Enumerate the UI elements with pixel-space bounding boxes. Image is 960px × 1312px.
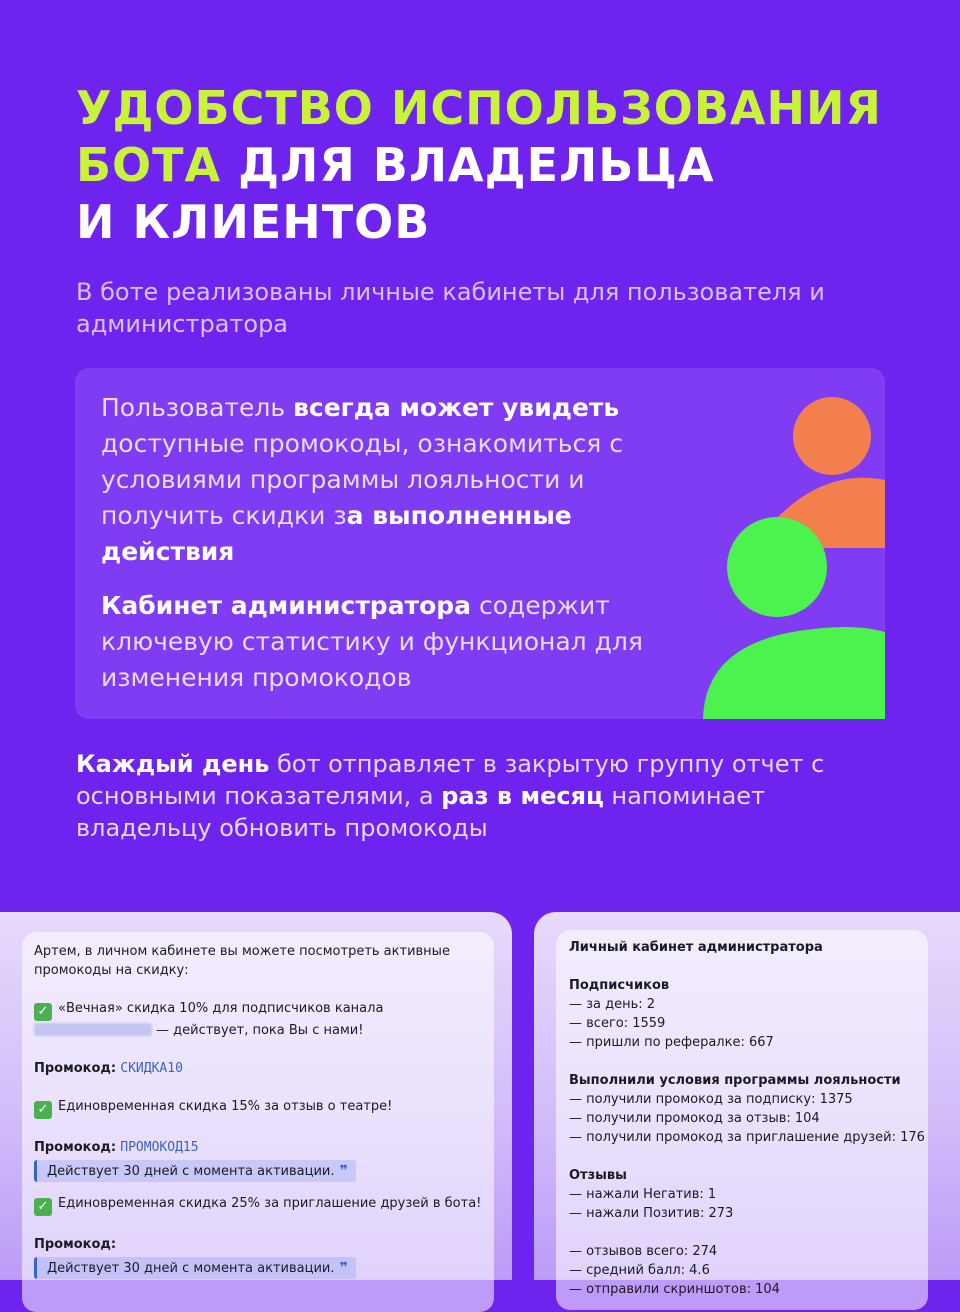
stat-line: — пришли по рефералке: 667: [569, 1035, 774, 1050]
promo-item-continuation: [34, 1021, 482, 1040]
card-paragraph-admin: [101, 588, 681, 696]
check-icon: ✓: [34, 1198, 52, 1216]
quote-text: Действует 30 дней с момента активации.: [47, 1163, 335, 1179]
card-text-span: Пользователь: [101, 393, 294, 422]
card-text-span: содержит ключевую статистику и функционал для изменения промокодов: [101, 591, 643, 692]
card-bold-span: всегда может увидеть: [293, 393, 620, 422]
quote-icon: ❞: [339, 1162, 348, 1179]
info-card: [75, 368, 885, 719]
daily-text: бот отправляет в закрытую группу отчет с основными показателями, а: [76, 750, 825, 810]
stat-line: — отзывов всего: 274: [569, 1244, 718, 1259]
promo-item-text: Единовременная скидка 25% за приглашение друзей в бота!: [58, 1196, 482, 1211]
stat-line: — отправили скриншотов: 104: [569, 1282, 780, 1297]
stat-line: — за день: 2: [569, 997, 656, 1012]
stat-line: — получили промокод за приглашение друзей: 176: [569, 1130, 925, 1145]
check-icon: ✓: [34, 1003, 52, 1021]
card-paragraph-user: [101, 390, 681, 570]
card-text-span: доступные промокоды, ознакомиться с условиями программы лояльности и получить скидки з: [101, 429, 623, 530]
reviews-header: Отзывы: [569, 1168, 627, 1183]
promo-code[interactable]: ПРОМОКОД15: [120, 1140, 199, 1155]
promo-item: [34, 999, 482, 1021]
quote-text: Действует 30 дней с момента активации.: [47, 1260, 335, 1276]
orange-head: [793, 397, 871, 475]
promo-item-text: «Вечная» скидка 10% для подписчиков канала: [58, 1001, 384, 1016]
title-line-2: [76, 137, 896, 194]
card-bold-span: а выполненные действия: [101, 501, 572, 566]
people-illustration: [695, 368, 885, 719]
user-intro-line: промокоды на скидку:: [34, 963, 189, 978]
card-bold-span: Кабинет администратора: [101, 591, 472, 620]
promo-item: [34, 1194, 482, 1216]
subtitle: В боте реализованы личные кабинеты для пользователя и администратора: [76, 278, 825, 338]
title-accent: БОТА: [76, 138, 222, 192]
title-line-3: И КЛИЕНТОВ: [76, 195, 431, 249]
user-intro-line: Артем, в личном кабинете вы можете посмотреть активные: [34, 944, 450, 959]
admin-title: Личный кабинет администратора: [569, 940, 823, 955]
promo-code-row: [34, 1059, 482, 1078]
promo-label: Промокод:: [34, 1061, 117, 1076]
promo-code-row: [34, 1138, 482, 1157]
stat-line: — средний балл: 4.6: [569, 1263, 710, 1278]
stat-line: — нажали Негатив: 1: [569, 1187, 717, 1202]
promo-item-text: Единовременная скидка 15% за отзыв о театре!: [58, 1099, 393, 1114]
promo-quote: [34, 1160, 356, 1182]
stat-line: — получили промокод за отзыв: 104: [569, 1111, 820, 1126]
green-head: [727, 517, 827, 617]
admin-chat-panel: [534, 912, 960, 1297]
title-plain: ДЛЯ ВЛАДЕЛЬЦА: [221, 138, 715, 192]
stat-line: — нажали Позитив: 273: [569, 1206, 734, 1221]
promo-code[interactable]: СКИДКА10: [120, 1061, 183, 1076]
user-message-bubble: [22, 932, 494, 1312]
check-icon: ✓: [34, 1101, 52, 1119]
green-body: [703, 627, 885, 719]
card-text: [101, 390, 681, 714]
hidden-channel-name: [34, 1023, 152, 1036]
subscribers-header: Подписчиков: [569, 978, 670, 993]
promo-item-text: — действует, пока Вы с нами!: [156, 1023, 364, 1038]
promo-label: Промокод:: [34, 1237, 117, 1252]
page-title: [76, 80, 896, 251]
promo-quote: [34, 1257, 356, 1279]
daily-bold: Каждый день: [76, 750, 270, 778]
loyalty-header: Выполнили условия программы лояльности: [569, 1073, 901, 1088]
daily-text: напоминает владельцу обновить промокоды: [76, 782, 766, 842]
daily-bold: раз в месяц: [441, 782, 604, 810]
stat-line: — получили промокод за подписку: 1375: [569, 1092, 853, 1107]
promo-label: Промокод:: [34, 1140, 117, 1155]
promo-item: [34, 1097, 482, 1119]
quote-icon: ❞: [339, 1259, 348, 1276]
user-chat-panel: [0, 912, 512, 1280]
daily-report-text: [76, 748, 876, 844]
admin-message-bubble: [556, 930, 928, 1310]
promo-code-row: [34, 1235, 482, 1254]
stat-line: — всего: 1559: [569, 1016, 666, 1031]
title-line-1: УДОБСТВО ИСПОЛЬЗОВАНИЯ: [76, 81, 882, 135]
